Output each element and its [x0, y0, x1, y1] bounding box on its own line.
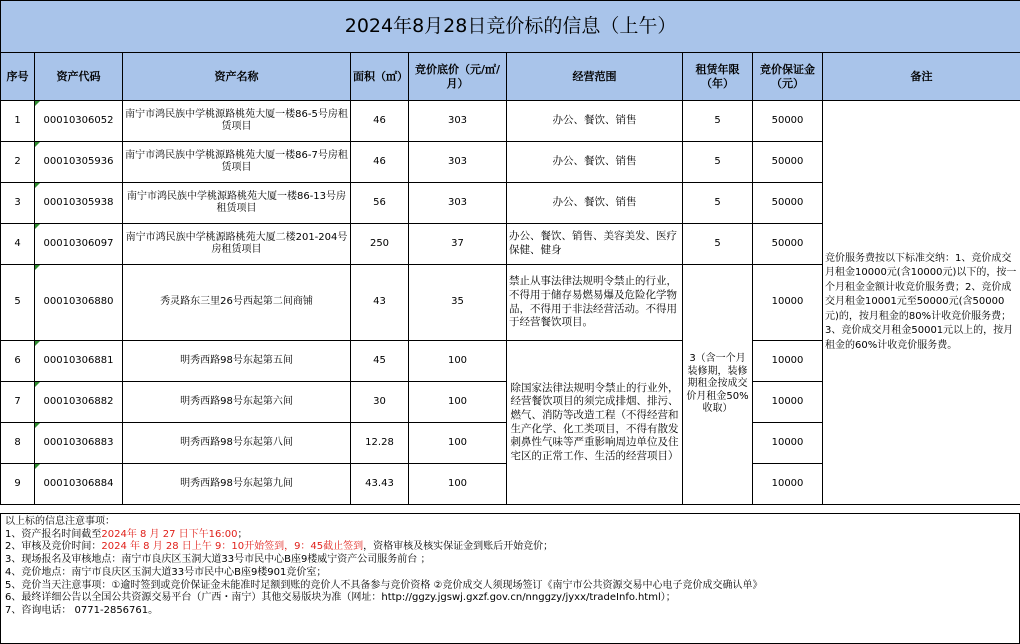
note-5: 5、竞价当天注意事项：①逾时签到或竞价保证金未能准时足额到账的竞价人不具备参与竞价资格 ②竞价成交人须现场签订《南宁市公共资源交易中心电子竞价成交确认单》 [5, 579, 763, 591]
cell-scope[interactable]: 禁止从事法律法规明令禁止的行业，不得用于储存易燃易爆及危险化学物品，不得用于非法经营活动。不得用于经营餐饮项目。 [507, 265, 683, 341]
notes-footer[interactable] [0, 513, 1020, 644]
cell-seq[interactable]: 6 [1, 341, 35, 382]
cell-deposit[interactable]: 50000 [753, 142, 823, 183]
cell-price[interactable]: 100 [409, 341, 507, 382]
cell-code[interactable]: 00010305936 [35, 142, 123, 183]
page-title: 2024年8月28日竞价标的信息（上午） [1, 1, 1020, 53]
cell-deposit[interactable]: 50000 [753, 183, 823, 224]
note-2: 2、审核及竞价时间：2024 年 8 月 28 日上午 9：10开始签到，9：45截止签到，资格审核及核实保证金到账后开始竞价； [5, 541, 554, 553]
cell-deposit[interactable]: 50000 [753, 224, 823, 265]
cell-area[interactable]: 56 [351, 183, 409, 224]
cell-seq[interactable]: 1 [1, 101, 35, 142]
note-3: 3、现场报名及审核地点：南宁市良庆区玉洞大道33号市民中心B座9楼威宁资产公司服务前台 ； [5, 554, 431, 566]
cell-price[interactable]: 35 [409, 265, 507, 341]
cell-area[interactable]: 43 [351, 265, 409, 341]
header-price: 竞价底价（元/㎡/月） [409, 53, 507, 101]
header-deposit: 竞价保证金（元） [753, 53, 823, 101]
cell-code[interactable]: 00010306882 [35, 382, 123, 423]
cell-code[interactable]: 00010305938 [35, 183, 123, 224]
cell-name[interactable]: 南宁市鸿民族中学桃源路桃苑大厦一楼86-5号房租赁项目 [123, 101, 351, 142]
cell-price[interactable]: 100 [409, 423, 507, 464]
cell-scope[interactable]: 办公、餐饮、销售 [507, 142, 683, 183]
cell-price[interactable]: 100 [409, 464, 507, 505]
cell-seq[interactable]: 8 [1, 423, 35, 464]
cell-scope[interactable]: 办公、餐饮、销售 [507, 101, 683, 142]
cell-seq[interactable]: 5 [1, 265, 35, 341]
cell-area[interactable]: 12.28 [351, 423, 409, 464]
cell-years[interactable]: 5 [683, 183, 753, 224]
cell-deposit[interactable]: 10000 [753, 382, 823, 423]
cell-name[interactable]: 南宁市鸿民族中学桃源路桃苑大厦二楼201-204号房租赁项目 [123, 224, 351, 265]
cell-price[interactable]: 303 [409, 101, 507, 142]
cell-area[interactable]: 30 [351, 382, 409, 423]
cell-deposit[interactable]: 10000 [753, 464, 823, 505]
cell-seq[interactable]: 7 [1, 382, 35, 423]
cell-scope[interactable]: 办公、餐饮、销售、美容美发、医疗保健、健身 [507, 224, 683, 265]
header-seq: 序号 [1, 53, 35, 101]
cell-area[interactable]: 46 [351, 101, 409, 142]
header-years: 租赁年限（年） [683, 53, 753, 101]
cell-price[interactable]: 303 [409, 183, 507, 224]
cell-price[interactable]: 303 [409, 142, 507, 183]
note-7: 7、咨询电话： 0771-2856761。 [5, 604, 159, 616]
cell-code[interactable]: 00010306097 [35, 224, 123, 265]
cell-code[interactable]: 00010306881 [35, 341, 123, 382]
header-code: 资产代码 [35, 53, 123, 101]
notes-intro: 以上标的信息注意事项： [5, 516, 115, 527]
cell-name[interactable]: 秀灵路东三里26号西起第二间商铺 [123, 265, 351, 341]
cell-name[interactable]: 明秀西路98号东起第九间 [123, 464, 351, 505]
cell-seq[interactable]: 9 [1, 464, 35, 505]
note-1: 1、资产报名时间截至2024年 8 月 27 日下午16:00； [5, 528, 248, 540]
cell-area[interactable]: 46 [351, 142, 409, 183]
cell-seq[interactable]: 2 [1, 142, 35, 183]
note-4: 4、竞价地点：南宁市良庆区玉洞大道33号市民中心B座9楼901竞价室； [5, 566, 327, 578]
header-scope: 经营范围 [507, 53, 683, 101]
cell-deposit[interactable]: 10000 [753, 341, 823, 382]
cell-code[interactable]: 00010306884 [35, 464, 123, 505]
cell-years[interactable]: 5 [683, 101, 753, 142]
cell-name[interactable]: 明秀西路98号东起第五间 [123, 341, 351, 382]
cell-seq[interactable]: 3 [1, 183, 35, 224]
cell-years[interactable]: 5 [683, 142, 753, 183]
cell-name[interactable]: 南宁市鸿民族中学桃源路桃苑大厦一楼86-13号房租赁项目 [123, 183, 351, 224]
cell-deposit[interactable]: 50000 [753, 101, 823, 142]
cell-name[interactable]: 明秀西路98号东起第八间 [123, 423, 351, 464]
cell-seq[interactable]: 4 [1, 224, 35, 265]
header-remarks: 备注 [823, 53, 1020, 101]
cell-scope[interactable]: 办公、餐饮、销售 [507, 183, 683, 224]
cell-price[interactable]: 37 [409, 224, 507, 265]
cell-name[interactable]: 明秀西路98号东起第六间 [123, 382, 351, 423]
header-name: 资产名称 [123, 53, 351, 101]
cell-price[interactable]: 100 [409, 382, 507, 423]
header-area: 面积（㎡） [351, 53, 409, 101]
cell-code[interactable]: 00010306052 [35, 101, 123, 142]
cell-code[interactable]: 00010306880 [35, 265, 123, 341]
cell-years-merged[interactable]: 3（含一个月装修期，装修期租金按成交价月租金50%收取） [683, 265, 753, 505]
cell-code[interactable]: 00010306883 [35, 423, 123, 464]
table-row [1, 101, 1020, 142]
note-6: 6、最终详细公告以全国公共资源交易平台（广西・南宁）其他交易版块为准（网址：http://ggzy.jgswj.gxzf.gov.cn/nnggzy/jyxx/tradeInfo.html）； [5, 592, 676, 604]
cell-deposit[interactable]: 10000 [753, 265, 823, 341]
cell-area[interactable]: 43.43 [351, 464, 409, 505]
cell-deposit[interactable]: 10000 [753, 423, 823, 464]
cell-name[interactable]: 南宁市鸿民族中学桃源路桃苑大厦一楼86-7号房租赁项目 [123, 142, 351, 183]
cell-years[interactable]: 5 [683, 224, 753, 265]
cell-area[interactable]: 45 [351, 341, 409, 382]
cell-remarks[interactable]: 竞价服务费按以下标准交纳：1、竞价成交月租金10000元(含10000元)以下的，按一个月租金金额计收竞价服务费；2、竞价成交月租金10001元至50000元(含50000元)的，按月租金的80%计收竞价服务费；3、竞价成交月租金50001元以上的，按月租金的60%计收竞价服务费。 [823, 101, 1020, 505]
cell-area[interactable]: 250 [351, 224, 409, 265]
cell-scope-merged[interactable]: 除国家法律法规明令禁止的行业外，经营餐饮项目的须完成排烟、排污、燃气、消防等改造工程（不得经营和生产化学、化工类项目，不得有散发刺鼻性气味等严重影响周边单位及住宅区的正常工作、生活的经营项目） [507, 341, 683, 505]
